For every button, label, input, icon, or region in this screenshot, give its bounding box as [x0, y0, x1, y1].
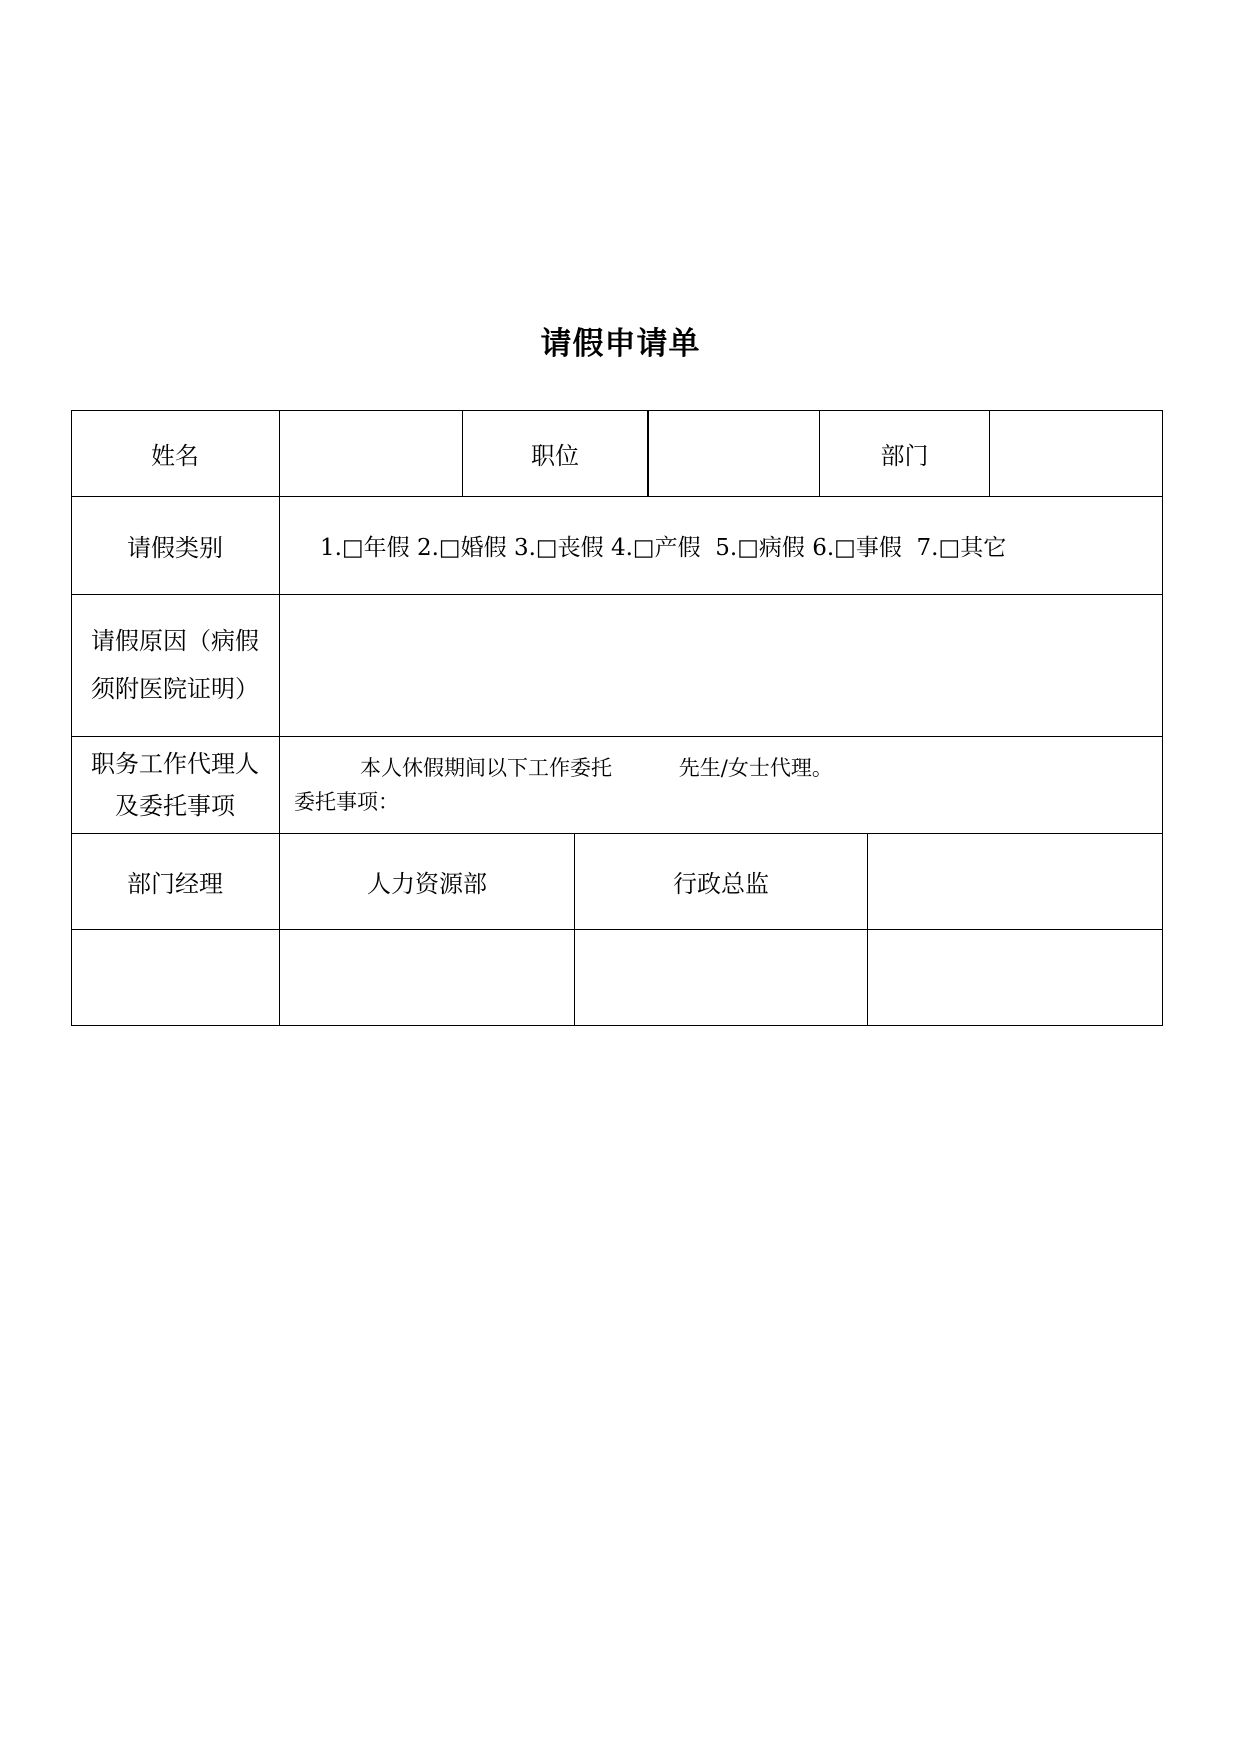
- dept-manager-signature[interactable]: [71, 929, 279, 1025]
- proxy-field[interactable]: [280, 736, 1162, 833]
- admin-director-signature[interactable]: [575, 929, 867, 1025]
- proxy-label-line2: 及委托事项: [115, 791, 235, 820]
- leave-reason-label-line1: 请假原因（病假: [91, 627, 259, 655]
- proxy-label-line1: 职务工作代理人: [91, 749, 259, 778]
- table-border-right: [1162, 410, 1163, 1026]
- proxy-statement: 本人休假期间以下工作委托 先生/女士代理。: [360, 755, 833, 780]
- name-field[interactable]: [280, 410, 462, 496]
- leave-reason-field[interactable]: [280, 594, 1162, 736]
- hr-signature[interactable]: [280, 929, 574, 1025]
- admin-director-label: 行政总监: [673, 869, 769, 898]
- name-label: 姓名: [151, 441, 199, 470]
- extra-label: [868, 833, 1162, 929]
- extra-signature[interactable]: [868, 929, 1162, 1025]
- leave-type-options[interactable]: 1.□年假 2.□婚假 3.□丧假 4.□产假 5.□病假 6.□事假 7.□其它: [320, 534, 1007, 561]
- position-field[interactable]: [649, 410, 819, 496]
- form-title: 请假申请单: [540, 326, 701, 362]
- position-label: 职位: [531, 441, 579, 470]
- leave-reason-label-line2: 须附医院证明）: [91, 675, 259, 703]
- table-border-bottom: [71, 1025, 1163, 1026]
- proxy-label: [71, 736, 279, 833]
- department-label: 部门: [880, 441, 929, 470]
- hr-label: 人力资源部: [367, 869, 487, 898]
- leave-type-label: 请假类别: [127, 533, 223, 562]
- dept-manager-label: 部门经理: [127, 869, 223, 898]
- proxy-matters-label: 委托事项：: [294, 789, 399, 814]
- department-field[interactable]: [990, 410, 1162, 496]
- leave-reason-label: [71, 594, 279, 736]
